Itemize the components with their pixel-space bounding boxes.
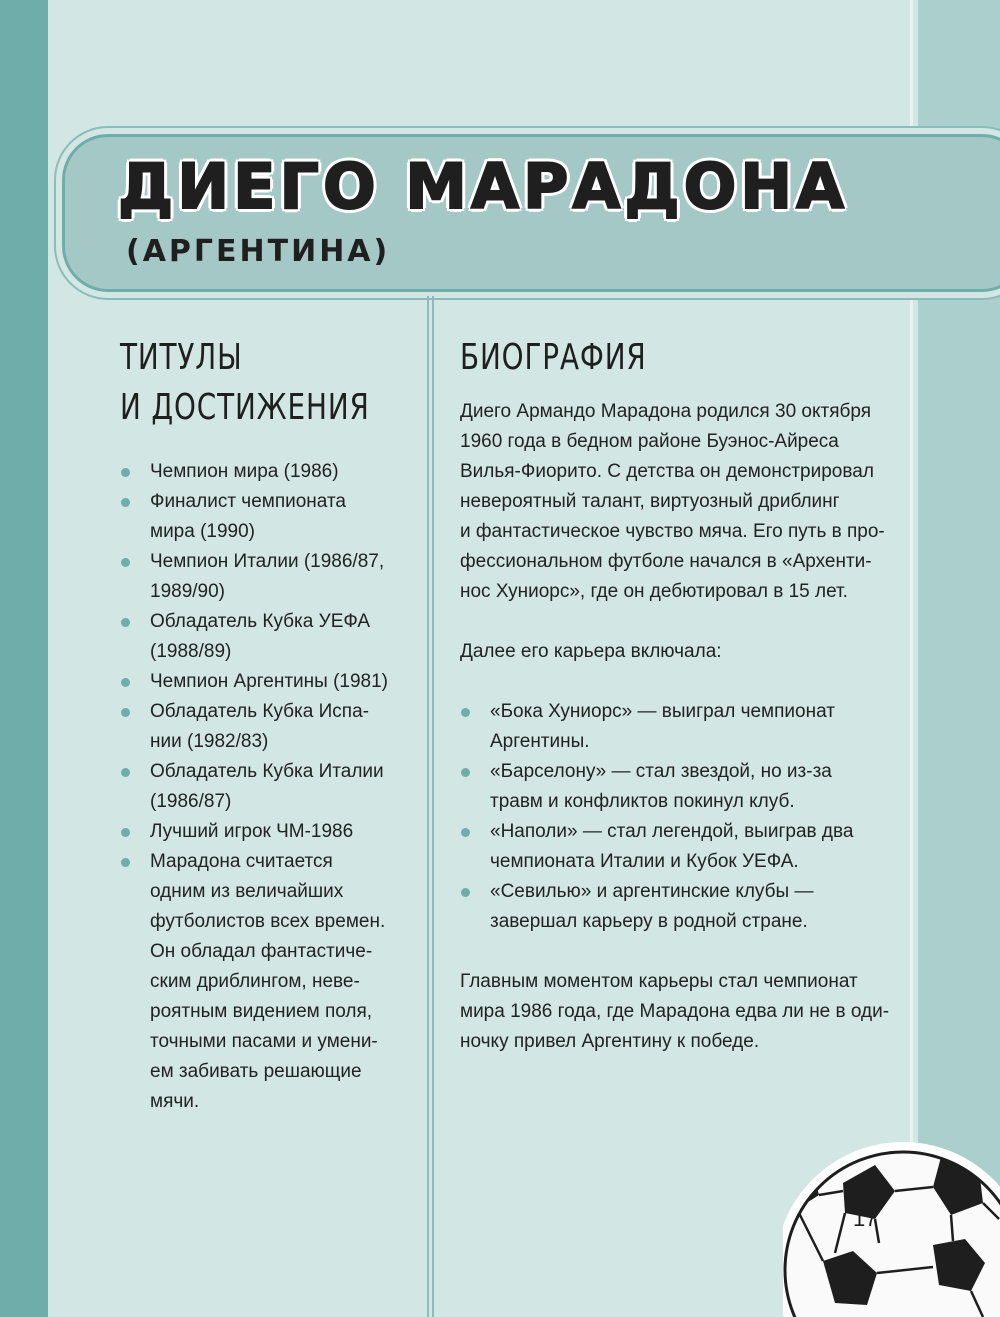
bullet-icon: [121, 558, 130, 567]
bullet-icon: [121, 858, 130, 867]
biography-paragraph-1: Диего Армандо Марадона родился 30 октября 1960 года в бедном районе Буэнос-Айреса Вилья-Фиорито. С детства он демонстрировал невероятный талант, виртуозный дриблинг и фантастическое чувство мяча. Его путь в про- фессиональном футболе начался в «Архенти- нос Хуниорс», где он дебютировал в 15 лет.: [460, 401, 885, 602]
titles-heading-line1: ТИТУЛЫ: [120, 337, 243, 378]
list-item: «Барселону» — стал звездой, но из-за травм и конфликтов покинул клуб.: [490, 757, 890, 817]
column-divider: [427, 296, 429, 1317]
bullet-icon: [121, 828, 130, 837]
list-item: Финалист чемпионата мира (1990): [150, 487, 405, 547]
list-item: Чемпион мира (1986): [150, 457, 405, 487]
list-item: Обладатель Кубка Испа- нии (1982/83): [150, 697, 405, 757]
left-decorative-strip: [0, 0, 48, 1317]
bullet-icon: [121, 708, 130, 717]
bullet-icon: [121, 678, 130, 687]
list-item: Чемпион Италии (1986/87, 1989/90): [150, 547, 405, 607]
page-subtitle: (АРГЕНТИНА): [126, 234, 391, 269]
page-number: 17: [853, 1206, 878, 1231]
list-item: Чемпион Аргентины (1981): [150, 667, 405, 697]
bullet-icon: [121, 768, 130, 777]
list-item: Лучший игрок ЧМ-1986: [150, 817, 405, 847]
titles-list: [150, 457, 405, 1117]
bullet-icon: [121, 468, 130, 477]
list-item: «Бока Хуниорс» — выиграл чемпионат Аргентины.: [490, 697, 890, 757]
list-item: «Наполи» — стал легендой, выиграв два чемпионата Италии и Кубок УЕФА.: [490, 817, 890, 877]
biography-paragraph-3: Главным моментом карьеры стал чемпионат мира 1986 года, где Марадона едва ли не в оди- ночку привел Аргентину к победе.: [460, 971, 890, 1052]
bullet-icon: [461, 828, 470, 837]
bullet-icon: [461, 708, 470, 717]
soccer-ball-icon: [783, 1135, 1000, 1317]
list-item: Обладатель Кубка Италии (1986/87): [150, 757, 405, 817]
biography-heading: БИОГРАФИЯ: [460, 337, 647, 378]
column-divider-second: [432, 296, 434, 1317]
list-item: «Севилью» и аргентинские клубы — завершал карьеру в родной стране.: [490, 877, 890, 937]
bullet-icon: [461, 888, 470, 897]
biography-paragraph-2: Далее его карьера включала:: [460, 641, 722, 662]
career-list: [490, 697, 890, 937]
bullet-icon: [121, 618, 130, 627]
list-item: Марадона считается одним из величайших футболистов всех времен. Он обладал фантастиче- ским дриблингом, неве- роятным видением поля, точными пасами и умени- ем забивать решающие мячи.: [150, 847, 405, 1117]
bullet-icon: [121, 498, 130, 507]
list-item: Обладатель Кубка УЕФА (1988/89): [150, 607, 405, 667]
titles-heading-line2: И ДОСТИЖЕНИЯ: [120, 387, 370, 428]
bullet-icon: [461, 768, 470, 777]
page-title: ДИЕГО МАРАДОНА: [118, 150, 849, 223]
